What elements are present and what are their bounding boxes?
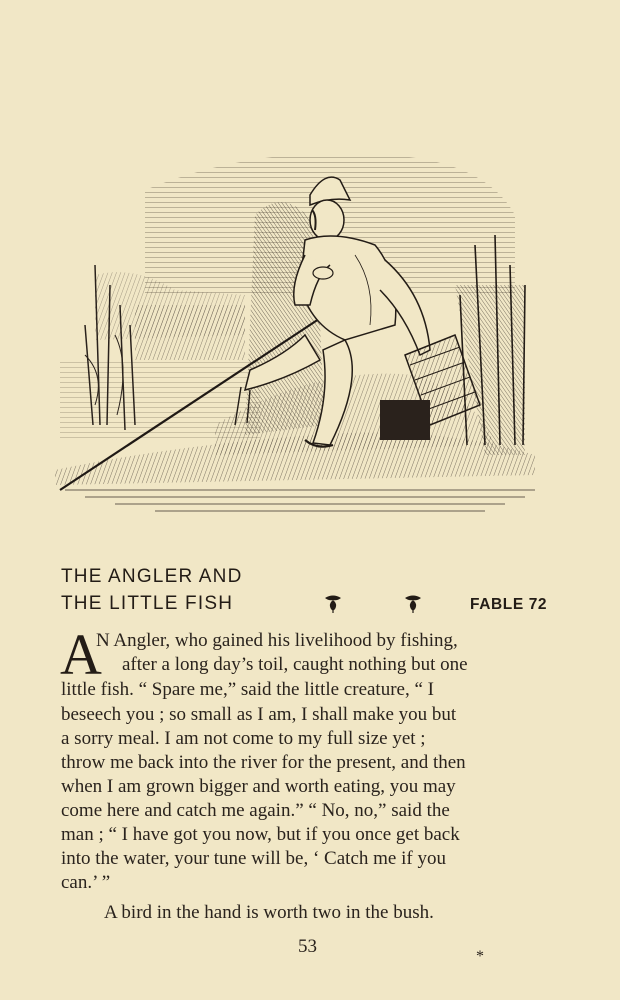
leaf-ornament-icon [402,592,424,614]
leaf-ornament-icon [322,592,344,614]
fable-title-line-1: THE ANGLER AND [61,566,243,587]
fable-moral: A bird in the hand is worth two in the bush. [104,902,434,923]
fable-title-line-2: THE LITTLE FISH [61,593,234,614]
body-line: can.’ ” [61,872,111,893]
body-line: into the water, your tune will be, ‘ Catch me if you [61,848,446,869]
body-line: little fish. “ Spare me,” said the little creature, “ I [61,679,434,700]
body-line: beseech you ; so small as I am, I shall make you but [61,704,457,725]
body-line: when I am grown bigger and worth eating, you may [61,776,456,797]
body-line: throw me back into the river for the present, and then [61,752,466,773]
body-line: come here and catch me again.” “ No, no,” said the [61,800,450,821]
body-line: N Angler, who gained his livelihood by fishing, [96,630,458,651]
fable-number-label: FABLE 72 [470,596,548,613]
body-line: after a long day’s toil, caught nothing but one [122,654,468,675]
angler-illustration [55,125,550,520]
body-line: man ; “ I have got you now, but if you once get back [61,824,460,845]
body-line: a sorry meal. I am not come to my full size yet ; [61,728,426,749]
page-number: 53 [298,936,317,957]
footer-mark: * [476,948,484,965]
drop-cap: A [60,622,102,687]
